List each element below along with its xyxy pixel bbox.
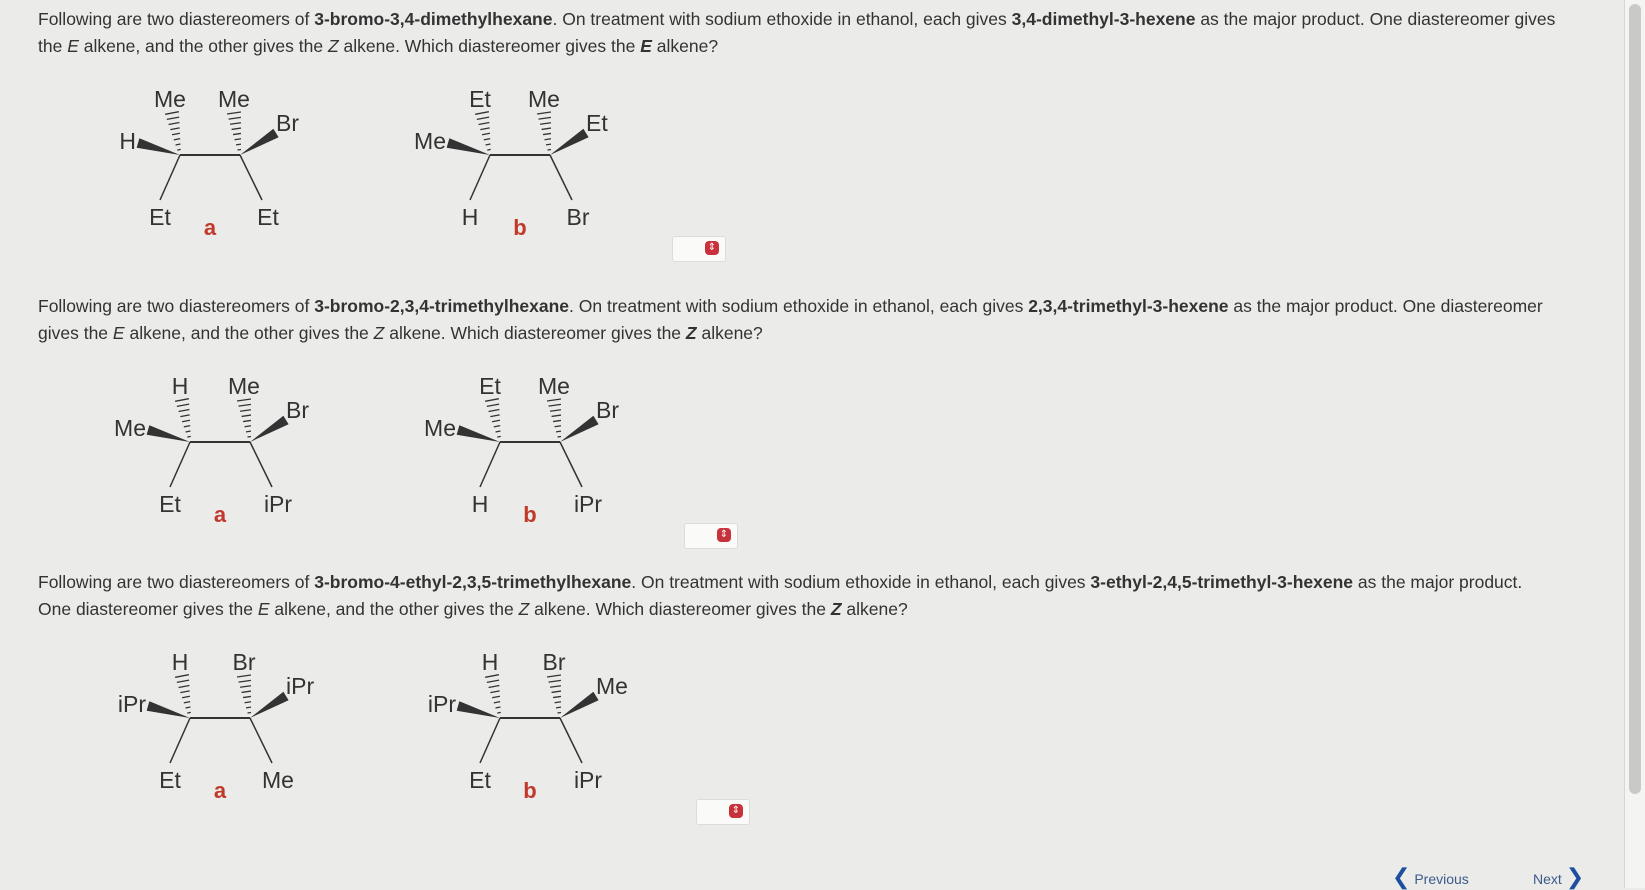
diastereomer-label: a [204,215,217,240]
question-block [0,287,1600,567]
wedge-bond [137,138,180,155]
question-text: Following are two diastereomers of 3-bromo-3,4-dimethylhexane. On treatment with sodium ethoxide in ethanol, each gives 3,4-dimethyl-3-hexene as the major product. One diastereomer gives the E alkene, and the other gives the Z alkene. Which diastereomer gives the E alkene? [38,6,1558,60]
plain-bond [240,155,262,200]
wedge-bond [147,425,190,442]
substituent-label: H [172,373,189,399]
hashed-bond [547,675,561,713]
substituent-label: H [482,649,499,675]
substituent-label: iPr [264,491,292,517]
substituent-label: Me [262,767,294,793]
diastereomer-structure [420,643,680,813]
wedge-bond [250,692,289,718]
plain-bond [560,442,582,487]
plain-bond [470,155,490,200]
diastereomer-label: b [523,778,536,803]
substituent-label: Et [159,491,181,517]
diastereomer-structure [110,643,370,813]
hashed-bond [165,112,181,150]
substituent-label: H [172,649,189,675]
substituent-label: Br [567,204,590,230]
wedge-bond [250,416,289,442]
substituent-label: Et [257,204,279,230]
substituent-label: Br [596,397,619,423]
substituent-label: Br [233,649,256,675]
hashed-bond [175,675,191,713]
plain-bond [170,718,190,763]
hashed-bond [475,112,491,150]
question-block [0,0,1600,280]
hashed-bond [175,399,191,437]
diastereomer-structure [420,367,680,537]
scrollbar-thumb[interactable] [1629,4,1641,794]
wedge-bond [457,701,500,718]
answer-select[interactable] [672,236,726,262]
substituent-label: Me [596,673,628,699]
substituent-label: Br [543,649,566,675]
plain-bond [250,442,272,487]
plain-bond [560,718,582,763]
diastereomer-structure [410,80,670,250]
substituent-label: H [462,204,479,230]
plain-bond [170,442,190,487]
plain-bond [250,718,272,763]
diastereomer-structure [100,80,360,250]
substituent-label: Et [469,767,491,793]
diastereomer-label: a [214,502,227,527]
chevron-right-icon: ❯ [1566,864,1584,889]
plain-bond [550,155,572,200]
diastereomer-structure [110,367,370,537]
diastereomer-label: b [523,502,536,527]
hashed-bond [547,399,561,437]
plain-bond [480,442,500,487]
question-block [0,563,1600,843]
plain-bond [160,155,180,200]
wedge-bond [447,138,490,155]
substituent-label: Et [586,110,608,136]
next-link[interactable]: Next ❯ [1533,864,1584,890]
substituent-label: Br [286,397,309,423]
diastereomer-label: a [214,778,227,803]
hashed-bond [485,399,501,437]
diastereomer-label: b [513,215,526,240]
substituent-label: Et [479,373,501,399]
chevron-left-icon: ❮ [1392,864,1410,889]
substituent-label: Me [154,86,186,112]
substituent-label: Et [149,204,171,230]
hashed-bond [485,675,501,713]
substituent-label: Me [228,373,260,399]
wedge-bond [147,701,190,718]
substituent-label: Et [159,767,181,793]
substituent-label: iPr [286,673,314,699]
up-down-chevron-icon: ⇕ [717,528,731,542]
answer-select[interactable] [696,799,750,825]
substituent-label: H [472,491,489,517]
wedge-bond [457,425,500,442]
substituent-label: Me [528,86,560,112]
wedge-bond [560,416,599,442]
substituent-label: Me [218,86,250,112]
plain-bond [480,718,500,763]
substituent-label: iPr [574,767,602,793]
question-text: Following are two diastereomers of 3-bromo-4-ethyl-2,3,5-trimethylhexane. On treatment with sodium ethoxide in ethanol, each gives 3-ethyl-2,4,5-trimethyl-3-hexene as the major product. One diastereomer gives the E alkene, and the other gives the Z alkene. Which diastereomer gives the Z alkene? [38,569,1558,623]
wedge-bond [560,692,599,718]
hashed-bond [537,112,551,150]
hashed-bond [237,675,251,713]
substituent-label: Et [469,86,491,112]
wedge-bond [550,129,589,155]
answer-select[interactable] [684,523,738,549]
up-down-chevron-icon: ⇕ [705,241,719,255]
substituent-label: Br [276,110,299,136]
hashed-bond [227,112,241,150]
wedge-bond [240,129,279,155]
previous-link[interactable]: ❮ Previous [1392,864,1469,890]
substituent-label: Me [424,415,456,441]
page-scrollbar[interactable] [1624,0,1645,888]
substituent-label: Me [114,415,146,441]
hashed-bond [237,399,251,437]
question-text: Following are two diastereomers of 3-bromo-2,3,4-trimethylhexane. On treatment with sodium ethoxide in ethanol, each gives 2,3,4-trimethyl-3-hexene as the major product. One diastereomer gives the E alkene, and the other gives the Z alkene. Which diastereomer gives the Z alkene? [38,293,1558,347]
substituent-label: iPr [118,691,146,717]
substituent-label: iPr [428,691,456,717]
substituent-label: Me [538,373,570,399]
substituent-label: Me [414,128,446,154]
up-down-chevron-icon: ⇕ [729,804,743,818]
substituent-label: H [119,128,136,154]
substituent-label: iPr [574,491,602,517]
